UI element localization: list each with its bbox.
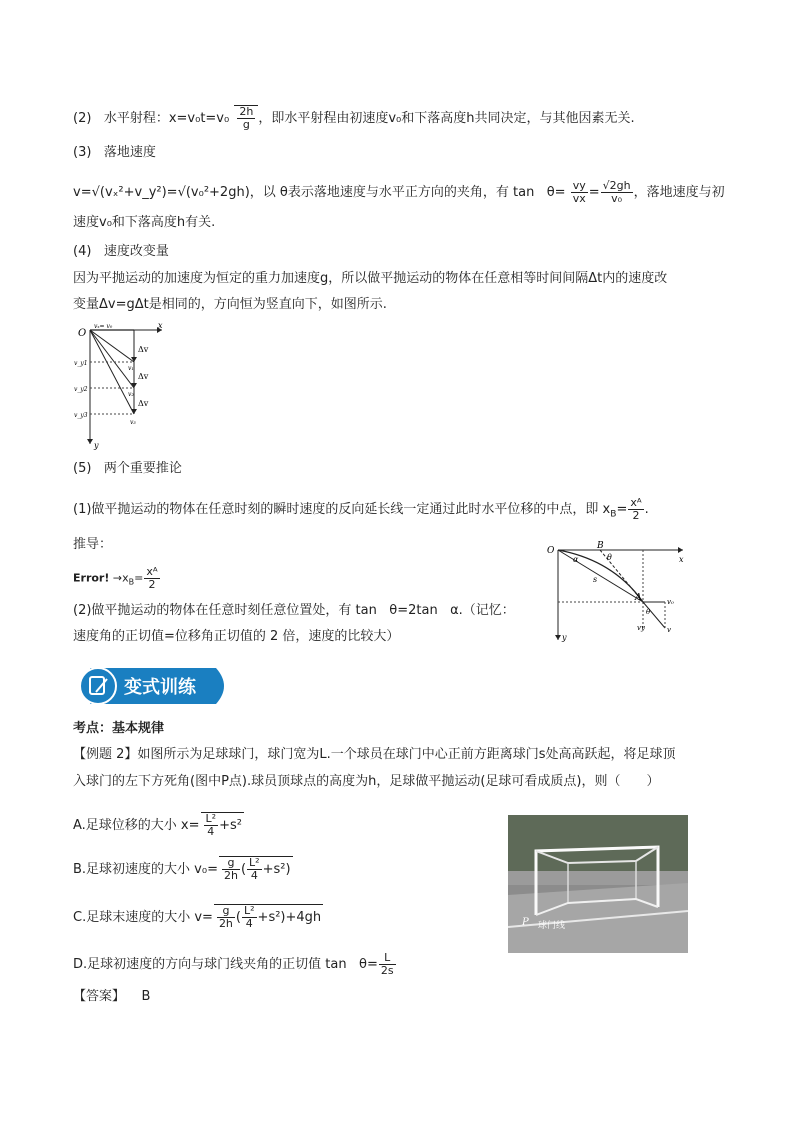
fig1-vy3: v_y3 bbox=[74, 412, 88, 419]
option-d-theta: θ= bbox=[358, 957, 378, 972]
fig2-x-arrowhead bbox=[678, 547, 683, 553]
sec3-frac1-num: vy bbox=[572, 179, 586, 192]
fig2-alpha: α bbox=[573, 555, 579, 564]
fig1-y-arrowhead bbox=[87, 439, 93, 444]
sec5-inf1-frac-den: 2 bbox=[632, 509, 640, 522]
fig1-v1-vector bbox=[90, 330, 134, 362]
sec2-line bbox=[73, 105, 635, 131]
soccer-goal-photo bbox=[508, 815, 688, 953]
sec5-error-arrow: →x bbox=[112, 571, 129, 585]
fig1-v2-vector bbox=[90, 330, 134, 388]
sec3-title: 落地速度 bbox=[103, 145, 156, 160]
fig2-v0: v₀ bbox=[667, 598, 674, 606]
sec3-frac1-den: vx bbox=[572, 192, 586, 205]
sec2-label: (2) bbox=[73, 111, 92, 126]
fig1-top-label: vₓ= v₀ bbox=[94, 323, 113, 330]
sec3-formula: v=√(vₓ²+v_y²)=√(v₀²+2gh)，以 bbox=[73, 185, 276, 200]
sec5-inf1-frac-num: xᴬ bbox=[630, 496, 642, 509]
sec5-error-eq: = bbox=[134, 571, 144, 585]
fig2-x: x bbox=[679, 555, 684, 564]
fig1-vy1: v_y1 bbox=[74, 360, 88, 367]
sec3-theta: θ= bbox=[546, 185, 566, 200]
variant-training-banner bbox=[76, 664, 234, 708]
sec3-label: (3) bbox=[73, 145, 92, 160]
photo-p-label: P bbox=[522, 917, 529, 928]
sec5-inference2 bbox=[73, 602, 515, 620]
option-a-text: A.足球位移的大小 x= bbox=[73, 818, 200, 833]
answer-line bbox=[73, 988, 150, 1006]
sec5-title-line bbox=[73, 460, 182, 478]
sec5-derivation-label: 推导： bbox=[73, 537, 113, 552]
fig2-angle-diagram bbox=[543, 540, 693, 648]
answer-value: B bbox=[141, 989, 151, 1004]
fig1-dv1-arrowhead bbox=[131, 357, 137, 362]
fig2-y: y bbox=[562, 633, 567, 642]
sec3-title-line bbox=[73, 144, 156, 162]
fig1-velocity-diagram bbox=[72, 322, 172, 450]
fig2-origin: O bbox=[547, 546, 555, 556]
option-d-den: 2s bbox=[380, 964, 394, 977]
sec5-inf1-sub: B bbox=[610, 509, 617, 520]
fig1-dv3-arrowhead bbox=[131, 409, 137, 414]
sec2-sqrt bbox=[234, 105, 258, 131]
sec4-label: (4) bbox=[73, 244, 92, 259]
sec5-inf1-eq: = bbox=[616, 502, 628, 517]
sec5-inference1 bbox=[73, 497, 649, 524]
banner-circle bbox=[80, 668, 116, 704]
sec3-frac2-den: v₀ bbox=[611, 192, 623, 205]
sec3-line1-end: ，落地速度与初 bbox=[633, 185, 725, 200]
photo-line-label: 球门线 bbox=[538, 921, 566, 931]
kaodian-label: 考点：基本规律 bbox=[73, 721, 165, 736]
sec5-inf2-c: α.（记忆： bbox=[450, 603, 515, 618]
fig1-dv1: Δv bbox=[138, 345, 149, 354]
fig1-dv2: Δv bbox=[138, 372, 149, 381]
banner-title: 变式训练 bbox=[124, 677, 196, 698]
sec5-inference2-line2: 速度角的正切值=位移角正切值的 2 倍，速度的比较大） bbox=[73, 629, 400, 644]
fig2-vy: vy bbox=[637, 624, 645, 632]
sec4-line2: 变量Δv=gΔt是相同的，方向恒为竖直向下，如图所示. bbox=[73, 297, 387, 312]
fig1-v3: v₃ bbox=[130, 419, 136, 426]
sec5-title: 两个重要推论 bbox=[103, 461, 182, 476]
fig2-a: A bbox=[635, 593, 642, 603]
sec2-frac-den: g bbox=[242, 118, 250, 131]
option-c: C.足球末速度的大小 v= $\frac{g}{2h}$ ( $\frac{\text{L²}}{4}$ +s²)+4gh bbox=[73, 904, 322, 930]
sec5-label: (5) bbox=[73, 461, 92, 476]
option-c-text: C.足球末速度的大小 v= bbox=[73, 910, 213, 925]
sec3-formula-line: v=√(vₓ²+v_y²)=√(v₀²+2gh)，以 θ表示落地速度与水平正方向的夹角，有 tan θ= $\frac{vy}{vx}$ = $\frac{√2gh}{\text{v₀}}$ ，落地速度与初 bbox=[73, 179, 725, 205]
fig1-v2: v₂ bbox=[128, 391, 134, 398]
sec3-line2: 速度v₀和下落高度h有关. bbox=[73, 215, 216, 230]
fig2-s: s bbox=[593, 575, 598, 584]
sec5-inf2-b: θ=2tan bbox=[389, 603, 438, 618]
option-b: B.足球初速度的大小 v₀= $\frac{g}{2h}$ ( $\frac{\text{L²}}{4}$ +s²) bbox=[73, 856, 291, 882]
sec2-frac-num: 2h bbox=[239, 105, 254, 118]
sec5-error-line bbox=[73, 566, 161, 592]
sec4-title: 速度改变量 bbox=[103, 244, 169, 259]
fig2-y-arrowhead bbox=[555, 635, 561, 640]
fig2-v: v bbox=[667, 626, 671, 634]
fig1-v1: v₁ bbox=[128, 365, 134, 372]
fig2-theta-top: θ bbox=[607, 553, 612, 562]
fig1-origin: O bbox=[78, 328, 87, 339]
fig1-dv3: Δv bbox=[138, 399, 149, 408]
sec5-inf1-end: . bbox=[644, 502, 649, 517]
option-d bbox=[73, 952, 397, 977]
sec5-error-sub: B bbox=[128, 577, 135, 587]
fig2-b: B bbox=[597, 541, 604, 551]
sec2-text: ，即水平射程由初速度v₀和下落高度h共同决定，与其他因素无关. bbox=[258, 111, 635, 126]
option-d-text: D.足球初速度的方向与球门线夹角的正切值 tan bbox=[73, 957, 347, 972]
sec3-frac2-num: √2gh bbox=[602, 179, 631, 192]
fig1-v3-vector bbox=[90, 330, 134, 414]
question-stem-2: 入球门的左下方死角(图中P点).球员顶球点的高度为h，足球做平抛运动(足球可看成质点)，则（ ） bbox=[73, 774, 660, 789]
option-b-text: B.足球初速度的大小 v₀= bbox=[73, 862, 218, 877]
sec4-title-line bbox=[73, 243, 169, 261]
sec5-error-frac-num: xᴬ bbox=[146, 565, 158, 578]
fig2-theta-a: θ bbox=[646, 608, 651, 616]
sec5-inf1-text: (1)做平抛运动的物体在任意时刻的瞬时速度的反向延长线一定通过此时水平位移的中点，即 x bbox=[73, 502, 611, 517]
sec2-prefix: 水平射程：x=v₀t=v₀ bbox=[103, 111, 230, 126]
fig2-displacement bbox=[558, 550, 643, 602]
question-stem-1: 【例题 2】如图所示为足球球门，球门宽为L.一个球员在球门中心正前方距离球门s处高高跃起，将足球顶 bbox=[73, 747, 676, 762]
sec5-inf2-a: (2)做平抛运动的物体在任意时刻任意位置处，有 tan bbox=[73, 603, 377, 618]
fig1-x-label: x bbox=[158, 322, 163, 330]
answer-label: 【答案】 bbox=[73, 989, 126, 1004]
sec3-theta-text: θ表示落地速度与水平正方向的夹角，有 tan bbox=[279, 185, 535, 200]
option-a: A.足球位移的大小 x= $\frac{\text{L²}}{4}$ +s² bbox=[73, 812, 242, 838]
sec5-error-frac-den: 2 bbox=[148, 578, 156, 591]
fig1-y-label: y bbox=[94, 441, 99, 450]
sec5-error-word: Error! bbox=[73, 571, 110, 585]
sec4-line1: 因为平抛运动的加速度为恒定的重力加速度g，所以做平抛运动的物体在任意相等时间间隔Δt内的速度改 bbox=[73, 271, 668, 286]
fig1-vy2: v_y2 bbox=[74, 386, 88, 393]
option-d-num: L bbox=[379, 952, 396, 965]
